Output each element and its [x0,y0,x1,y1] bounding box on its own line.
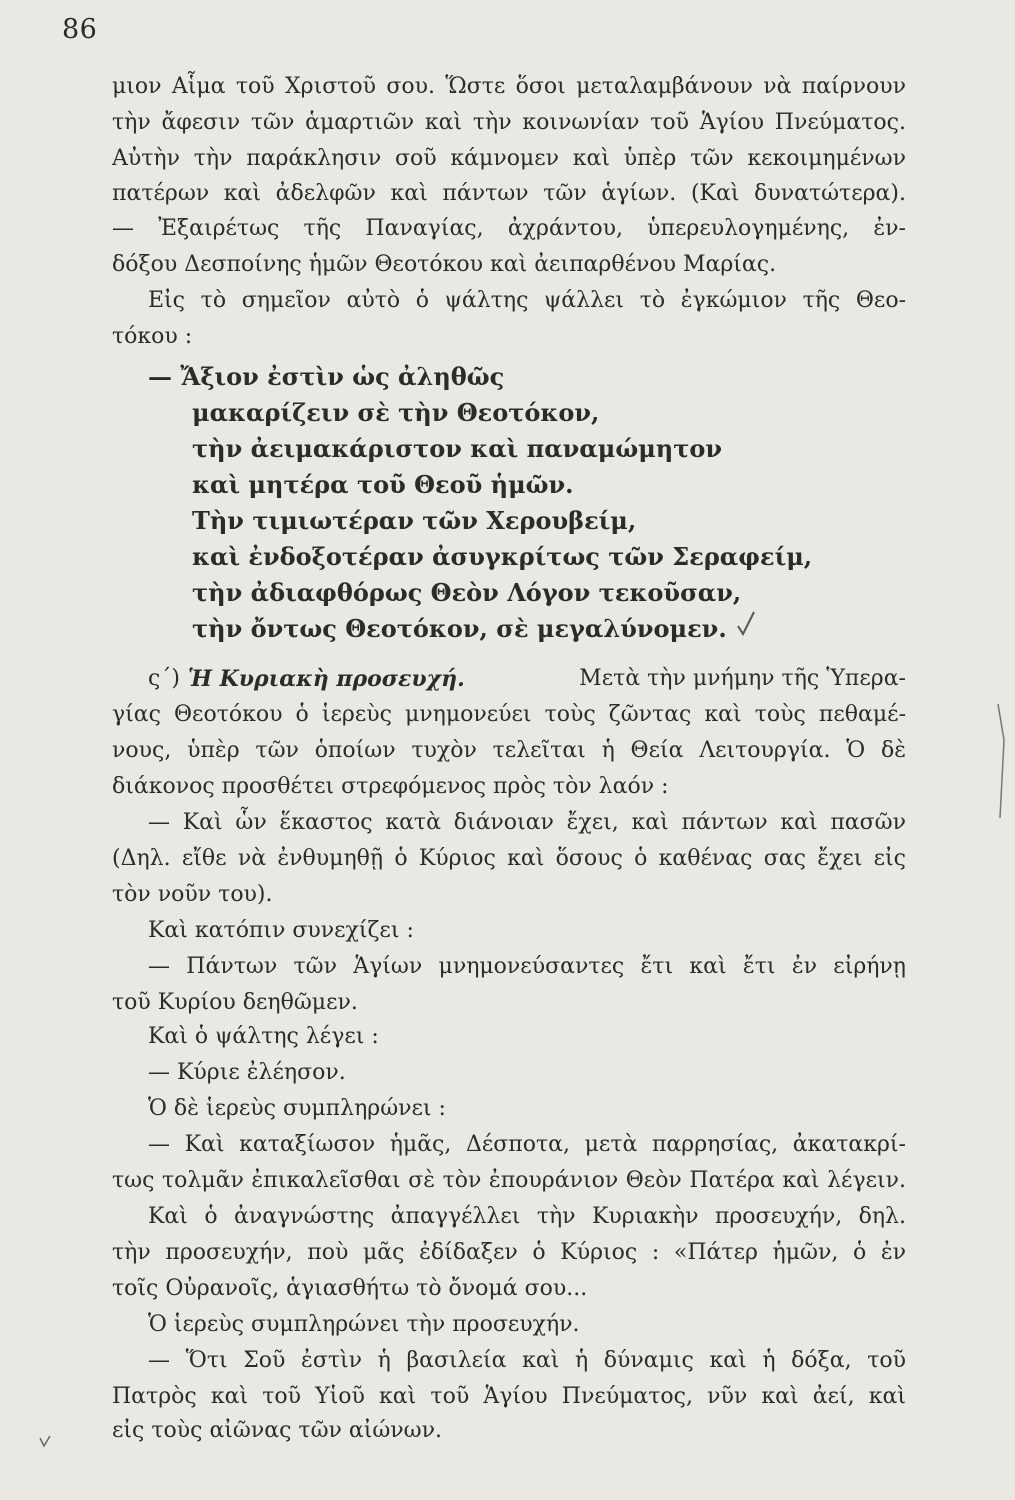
text-line: Εἰς τὸ σημεῖον αὐτὸ ὁ ψάλτης ψάλλει τὸ ἐγκώμιον τῆς Θεο- [148,288,906,313]
text-line: Καὶ ὁ ψάλτης λέγει : [148,1024,379,1049]
text-line: Καὶ ὁ ἀναγνώστης ἀπαγγέλλει τὴν Κυριακὴν προσευχήν, δηλ. [148,1204,906,1229]
text-line: — Καὶ καταξίωσον ἡμᾶς, Δέσποτα, μετὰ παρρησίας, ἀκατακρί- [148,1132,906,1157]
text-line: τόκου : [112,324,193,349]
text-line: γίας Θεοτόκου ὁ ἱερεὺς μνημονεύει τοὺς ζῶντας καὶ τοὺς πεθαμέ- [112,702,906,727]
text-line: τὴν προσευχήν, ποὺ μᾶς ἐδίδαξεν ὁ Κύριος : «Πάτερ ἡμῶν, ὁ ἐν [112,1240,906,1265]
text-line: Μετὰ τὴν μνήμην τῆς Ὑπερα- [579,666,906,691]
text-line: — Καὶ ὧν ἕκαστος κατὰ διάνοιαν ἔχει, καὶ πάντων καὶ πασῶν [148,810,906,835]
text-line: τοῖς Οὐρανοῖς, ἁγιασθήτω τὸ ὄνομά σου... [112,1276,588,1301]
text-line: (Δηλ. εἴθε νὰ ἐνθυμηθῇ ὁ Κύριος καὶ ὅσους ὁ καθένας σας ἔχει εἰς [112,846,906,871]
text-line: τως τολμᾶν ἐπικαλεῖσθαι σὲ τὸν ἐπουράνιον Θεὸν Πατέρα καὶ λέγειν. [112,1168,906,1193]
text-line: εἰς τοὺς αἰῶνας τῶν αἰώνων. [112,1418,442,1443]
section-heading-line [148,664,906,694]
text-line: Καὶ κατόπιν συνεχίζει : [148,918,414,943]
hymn-line: καὶ ἐνδοξοτέραν ἀσυγκρίτως τῶν Σεραφείμ, [192,542,813,571]
text-line: Ὁ δὲ ἱερεὺς συμπληρώνει : [148,1096,446,1121]
hymn-line: μακαρίζειν σὲ τὴν Θεοτόκον, [192,398,600,427]
text-line: τὸν νοῦν του). [112,882,273,907]
text-line: μιον Αἷμα τοῦ Χριστοῦ σου. Ὥστε ὅσοι μεταλαμβάνουν νὰ παίρνουν [112,74,906,99]
margin-tick-icon [38,1434,52,1448]
margin-bracket-icon [994,700,1012,820]
text-line: πατέρων καὶ ἀδελφῶν καὶ πάντων τῶν ἁγίων. (Καὶ δυνατώτερα). [112,181,906,206]
text-line: τοῦ Κυρίου δεηθῶμεν. [112,990,358,1015]
text-line: Ὁ ἱερεὺς συμπληρώνει τὴν προσευχήν. [148,1312,580,1337]
text-line: νους, ὑπὲρ τῶν ὁποίων τυχὸν τελεῖται ἡ Θεία Λειτουργία. Ὁ δὲ [112,738,906,763]
text-line: — Ὅτι Σοῦ ἐστὶν ἡ βασιλεία καὶ ἡ δύναμις καὶ ἡ δόξα, τοῦ [148,1348,906,1373]
hymn-line: καὶ μητέρα τοῦ Θεοῦ ἡμῶν. [192,470,574,499]
text-line: Αὐτὴν τὴν παράκλησιν σοῦ κάμνομεν καὶ ὑπὲρ τῶν κεκοιμημένων [112,146,906,171]
hymn-line: τὴν ἀειμακάριστον καὶ παναμώμητον [192,434,723,463]
text-line: — Ἐξαιρέτως τῆς Παναγίας, ἀχράντου, ὑπερευλογημένης, ἐν- [112,216,906,241]
hymn-line: τὴν ὄντως Θεοτόκον, σὲ μεγαλύνομεν. [192,614,727,643]
text-line: διάκονος προσθέτει στρεφόμενος πρὸς τὸν λαόν : [112,774,669,799]
text-line: — Πάντων τῶν Ἁγίων μνημονεύσαντες ἔτι καὶ ἔτι ἐν εἰρήνῃ [148,954,906,979]
text-line: Πατρὸς καὶ τοῦ Υἱοῦ καὶ τοῦ Ἁγίου Πνεύματος, νῦν καὶ ἀεί, καὶ [112,1384,906,1409]
hymn-line: τὴν ἀδιαφθόρως Θεὸν Λόγον τεκοῦσαν, [192,578,742,607]
section-title: Ἡ Κυριακὴ προσευχή. [187,666,465,692]
hymn-line: Τὴν τιμιωτέραν τῶν Χερουβείμ, [192,506,637,535]
section-number: ς΄) [148,666,180,691]
text-line: τὴν ἄφεσιν τῶν ἁμαρτιῶν καὶ τὴν κοινωνίαν τοῦ Ἁγίου Πνεύματος. [112,110,906,135]
text-line: δόξου Δεσποίνης ἡμῶν Θεοτόκου καὶ ἀειπαρθένου Μαρίας. [112,252,777,277]
hymn-line: — Ἄξιον ἐστὶν ὡς ἀληθῶς [148,362,505,391]
pencil-mark-icon [734,608,758,638]
page-number: 86 [62,14,98,45]
text-line: — Κύριε ἐλέησον. [148,1060,346,1085]
